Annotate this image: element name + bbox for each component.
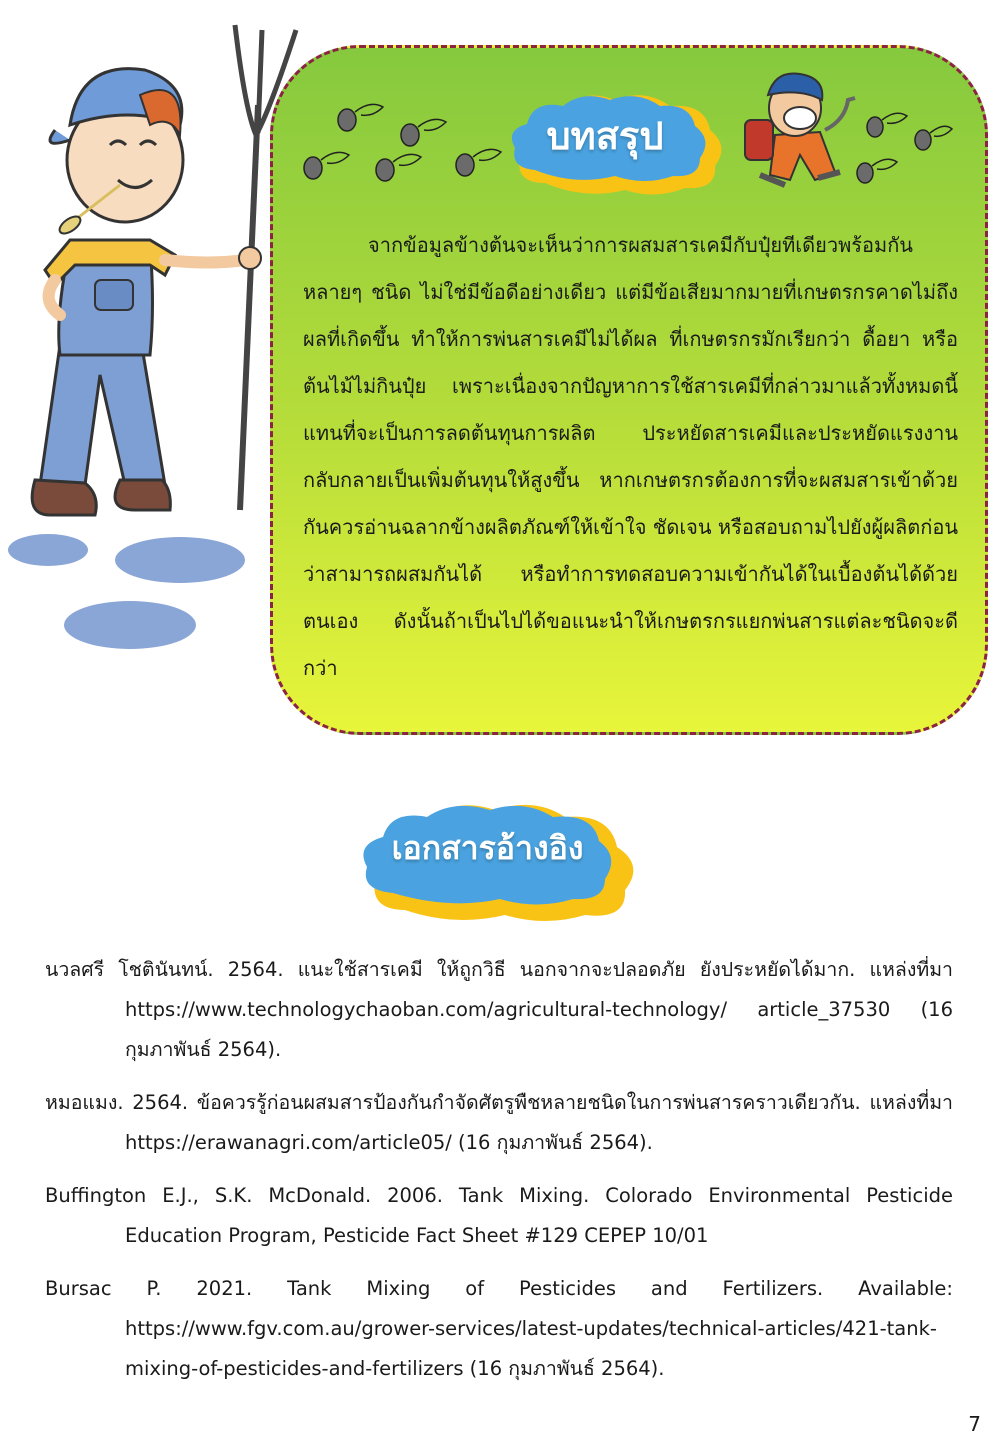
farmer-illustration bbox=[0, 15, 300, 665]
summary-paragraph: จากข้อมูลข้างต้นจะเห็นว่าการผสมสารเคมีกับปุ๋ยทีเดียวพร้อมกันหลายๆ ชนิด ไม่ใช่มีข้อดีอย่างเดียว แต่มีข้อเสียมากมายที่เกษตรกรคาดไม่ถึงผลที่เกิดขึ้น ทำให้การพ่นสารเคมีไม่ได้ผล ที่เกษตรกรมักเรียกว่า ดื้อยา หรือต้นไม้ไม่กินปุ๋ย เพราะเนื่องจากปัญหาการใช้สารเคมีที่กล่าวมาแล้วทั้งหมดนี้ แทนที่จะเป็นการลดต้นทุนการผลิต ประหยัดสารเคมีและประหยัดแรงงาน กลับกลายเป็นเพิ่มต้นทุนให้สูงขึ้น หากเกษตรกรต้องการที่จะผสมสารเข้าด้วยกันควรอ่านฉลากข้างผลิตภัณฑ์ให้เข้าใจ ชัดเจน หรือสอบถามไปยังผู้ผลิตก่อนว่าสามารถผสมกันได้ หรือทำการทดสอบความเข้ากันได้ในเบื้องต้นได้ด้วยตนเอง ดังนั้นถ้าเป็นไปได้ขอแนะนำให้เกษตรกรแยกพ่นสารแต่ละชนิดจะดีกว่า bbox=[303, 233, 958, 680]
bug-swarm-icon bbox=[295, 90, 505, 200]
reference-item: Buffington E.J., S.K. McDonald. 2006. Tank Mixing. Colorado Environmental Pesticide Education Program, Pesticide Fact Sheet #129 CEPEP 10/01 bbox=[45, 1184, 953, 1247]
bug-swarm-right-icon bbox=[845, 105, 955, 190]
reference-item: Bursac P. 2021. Tank Mixing of Pesticides and Fertilizers. Available: https://www.fgv.com.au/grower-services/latest-updates/technical-articles/421-tank-mixing-of-pesticides-and-fertilizers (16 กุมภาพันธ์ 2564). bbox=[45, 1277, 953, 1380]
page-number: 7 bbox=[968, 1412, 981, 1436]
reference-item: หมอแมง. 2564. ข้อควรรู้ก่อนผสมสารป้องกันกำจัดศัตรูพืชหลายชนิดในการพ่นสารคราวเดียวกัน. แหล่งที่มา https://erawanagri.com/article05/ (16 กุมภาพันธ์ 2564). bbox=[45, 1091, 953, 1154]
references-title: เอกสารอ้างอิง bbox=[391, 829, 584, 867]
summary-title: บทสรุป bbox=[546, 114, 664, 158]
sprayer-man-illustration bbox=[740, 60, 860, 195]
references-list bbox=[45, 950, 953, 1402]
reference-item: นวลศรี โชตินันทน์. 2564. แนะใช้สารเคมี ให้ถูกวิธี นอกจากจะปลอดภัย ยังประหยัดได้มาก. แหล่งที่มา https://www.technologychaoban.com/agricultural-technology/ article_37530 (16 กุมภาพันธ์ 2564). bbox=[45, 958, 953, 1061]
